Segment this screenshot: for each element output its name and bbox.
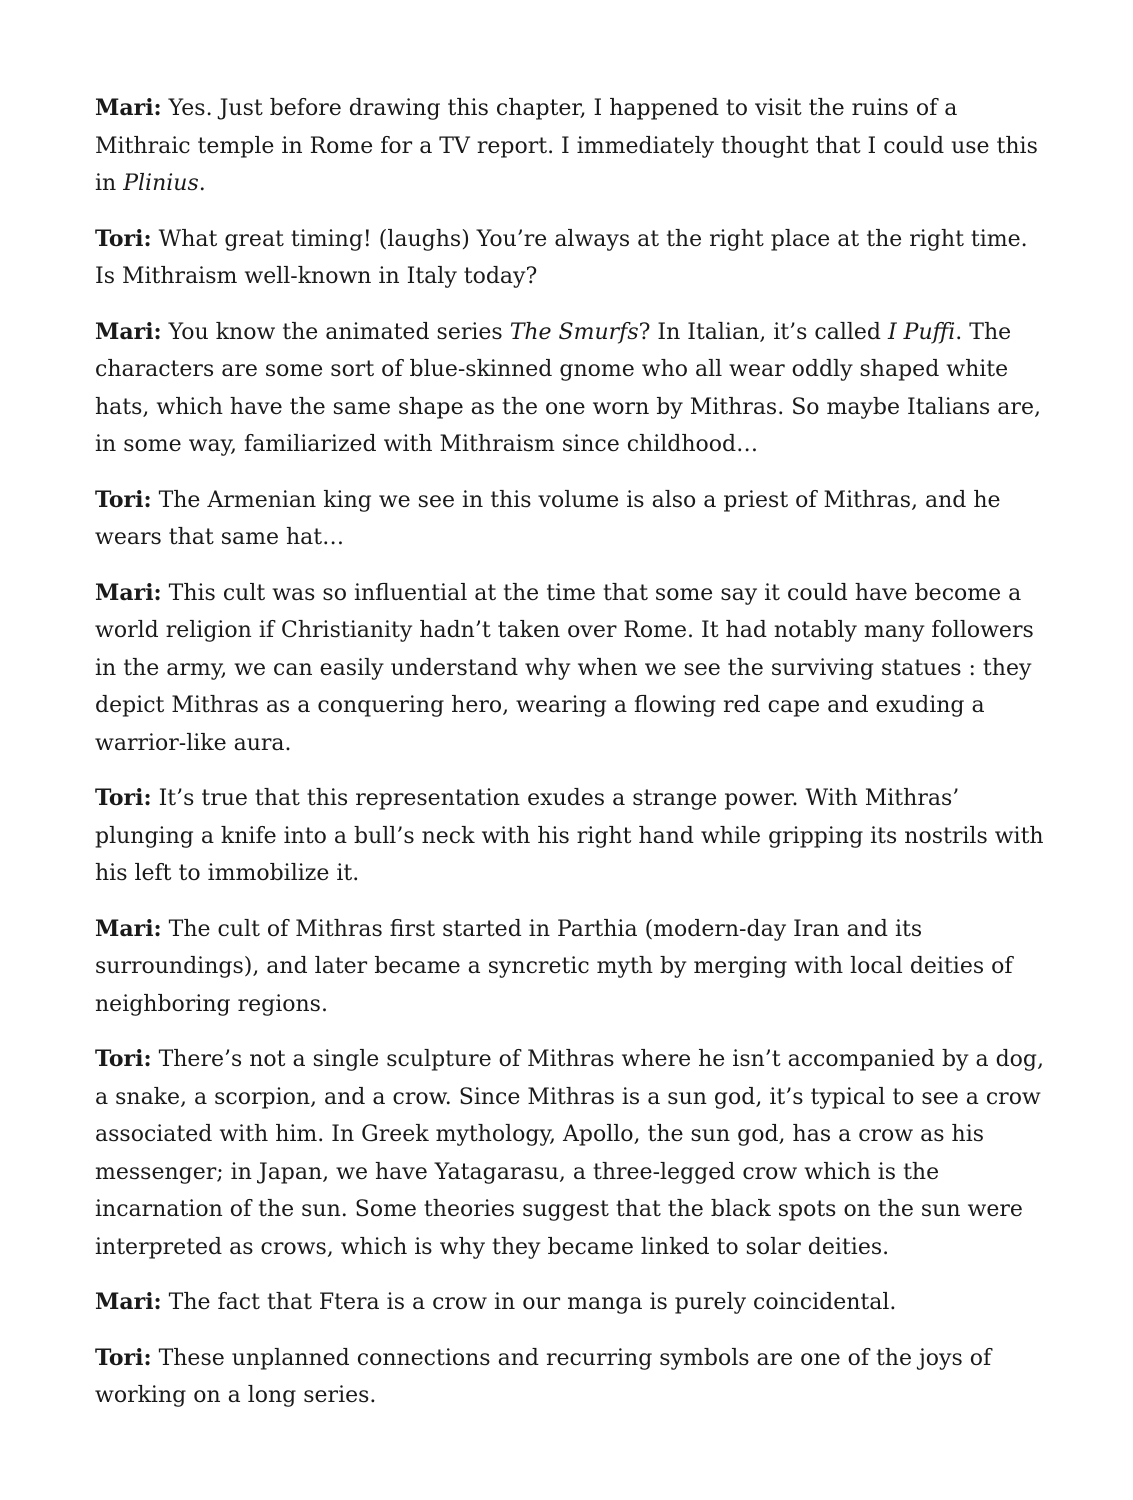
dialogue-text: This cult was so influential at the time that some say it could have become a world religion if Christianity hadn’t taken over Rome. It had notably many followers in the army, we can easily understand why when we see the surviving statues : they depict Mithras as a conquering hero, wearing a flowing red cape and exuding a warrior-like aura. (95, 580, 1034, 756)
book-title: Plinius (123, 171, 199, 196)
dialogue-text: You know the animated series (161, 319, 510, 345)
dialogue-text: The Armenian king we see in this volume is also a priest of Mithras, and he wears that same hat… (95, 487, 1001, 550)
dialogue-text: These unplanned connections and recurring symbols are one of the joys of working on a long series. (95, 1345, 992, 1408)
dialogue-text: Yes. Just before drawing this chapter, I happened to visit the ruins of a Mithraic temple in Rome for a TV report. I immediately thought that I could use this in (95, 96, 1038, 196)
speaker-label: Tori: (95, 1344, 152, 1371)
speaker-label: Mari: (95, 318, 162, 345)
dialogue-paragraph (95, 482, 1045, 557)
speaker-label: Tori: (95, 1046, 152, 1072)
dialogue-text: ? In Italian, it’s called (638, 319, 888, 345)
speaker-label: Tori: (95, 486, 152, 513)
dialogue-text: It’s true that this representation exudes a strange power. With Mithras’ plunging a knife into a bull’s neck with his right hand while gripping its nostrils with his left to immobilize it. (95, 786, 1044, 886)
series-title: The Smurfs (509, 319, 639, 345)
dialogue-text: The cult of Mithras first started in Parthia (modern-day Iran and its surroundings), and later became a syncretic myth by merging with local deities of neighboring regions. (95, 916, 1013, 1017)
dialogue-paragraph (95, 780, 1045, 893)
dialogue-text: The fact that Ftera is a crow in our manga is purely coincidental. (161, 1290, 897, 1315)
speaker-label: Mari: (95, 579, 162, 606)
dialogue-paragraph (95, 575, 1045, 763)
document-page (95, 90, 1045, 1433)
dialogue-text: . The characters are some sort of blue-skinned gnome who all wear oddly shaped white hats, which have the same shape as the one worn by Mithras. So maybe Italians are, in some way, familiarized with Mithraism since childhood… (95, 319, 1041, 457)
dialogue-paragraph (95, 90, 1045, 203)
series-title: I Puffi (888, 319, 956, 345)
dialogue-paragraph (95, 1340, 1045, 1415)
dialogue-text: There’s not a single sculpture of Mithras where he isn’t accompanied by a dog, a snake, a scorpion, and a crow. Since Mithras is a sun god, it’s typical to see a crow associated with him. In Greek mythology, Apollo, the sun god, has a crow as his messenger; in Japan, we have Yatagarasu, a three-legged crow which is the incarnation of the sun. Some theories suggest that the black spots on the sun were interpreted as crows, which is why they became linked to solar deities. (95, 1047, 1044, 1260)
dialogue-paragraph (95, 911, 1045, 1024)
dialogue-paragraph (95, 314, 1045, 464)
dialogue-text: What great timing! (laughs) You’re always at the right place at the right time. Is Mithraism well-known in Italy today? (95, 226, 1028, 289)
dialogue-paragraph (95, 1041, 1045, 1266)
speaker-label: Tori: (95, 785, 152, 811)
speaker-label: Mari: (95, 95, 162, 121)
speaker-label: Tori: (95, 225, 152, 252)
speaker-label: Mari: (95, 1289, 162, 1315)
dialogue-paragraph (95, 1284, 1045, 1322)
dialogue-paragraph (95, 221, 1045, 296)
speaker-label: Mari: (95, 915, 162, 942)
dialogue-text: . (198, 171, 206, 196)
